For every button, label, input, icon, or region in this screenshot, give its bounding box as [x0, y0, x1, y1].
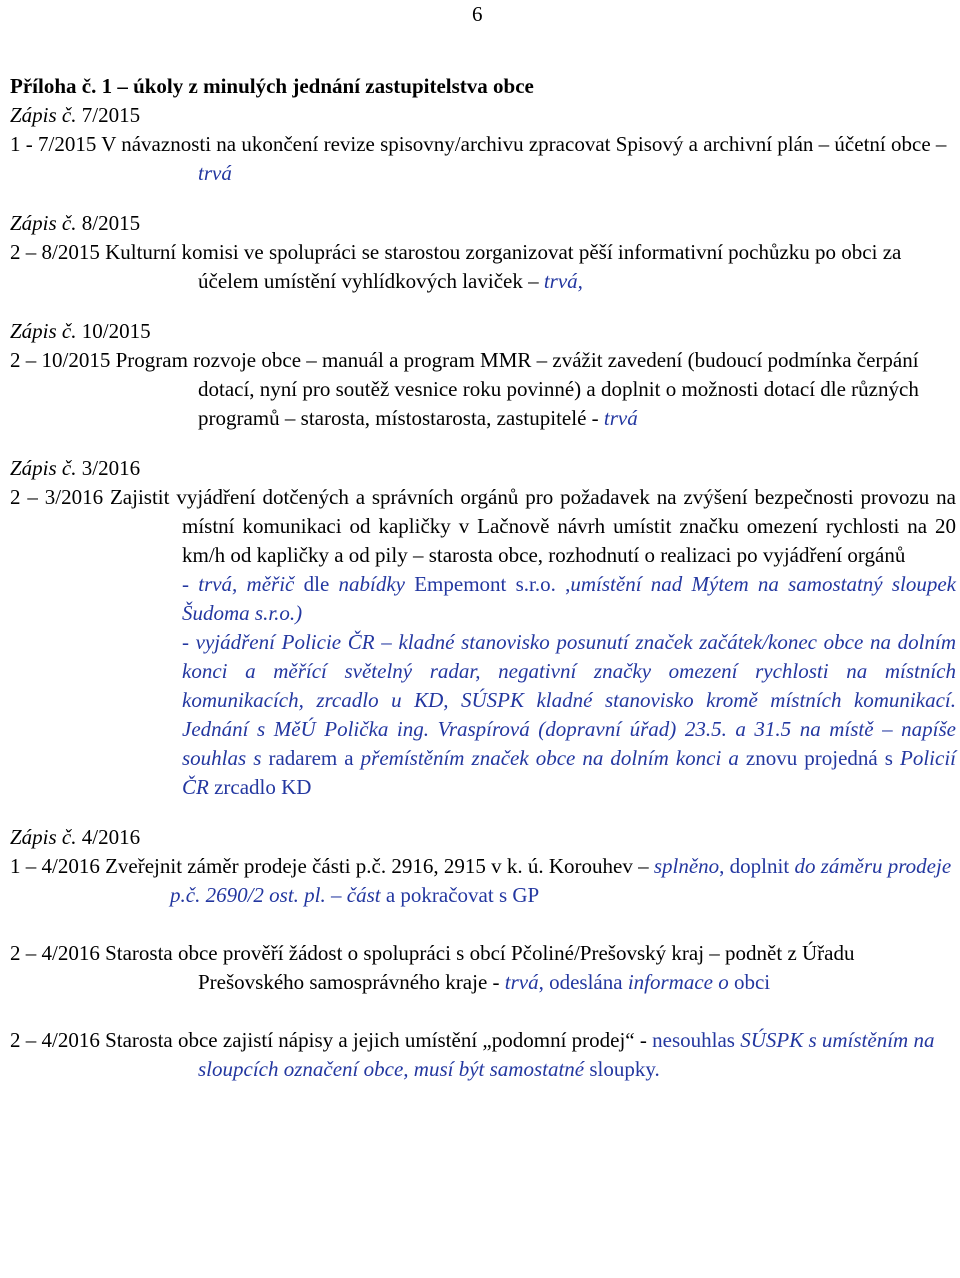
zapis-header: Zápis č. 3/2016	[10, 456, 141, 480]
task-item: 1 – 4/2016 Zveřejnit záměr prodeje části p.č. 2916, 2915 v k. ú. Korouhev – splněno, doplnit do záměru prodeje p.č. 2690/2 ost. pl. – část a pokračovat s GP	[10, 854, 952, 907]
task-note: - vyjádření Policie ČR – kladné stanovisko posunutí značek začátek/konec obce na dolním konci a měřící světelný radar, negativní značky omezení rychlosti na místních komunikacích, zrcadlo u KD, SÚSPK kladné stanovisko kromě místních komunikací. Jednání s MěÚ Polička ing. Vraspírová (dopravní úřad) 23.5. a 31.5 na místě – napíše souhlas s radarem a přemístěním značek obce na dolním konci a znovu projedná s Policií ČR zrcadlo KD	[182, 630, 956, 799]
status-text: trvá,	[543, 269, 583, 293]
status-text: trvá	[198, 161, 232, 185]
zapis-header: Zápis č. 7/2015	[10, 103, 141, 127]
task-item: 2 – 4/2016 Starosta obce zajistí nápisy a jejich umístění „podomní prodej“ - nesouhlas SÚSPK s umístěním na sloupcích označení obce, musí být samostatné sloupky.	[10, 1028, 935, 1081]
task-item: 2 – 4/2016 Starosta obce prověří žádost o spolupráci s obcí Pčoliné/Prešovský kraj – podnět z Úřadu Prešovského samosprávného kraje - trvá, odeslána informace o obci	[10, 941, 855, 994]
task-item: 1 - 7/2015 V návaznosti na ukončení revize spisovny/archivu zpracovat Spisový a archivní plán – účetní obce – trvá	[10, 132, 947, 185]
page-heading: Příloha č. 1 – úkoly z minulých jednání zastupitelstva obce	[10, 74, 534, 98]
zapis-header: Zápis č. 10/2015	[10, 319, 151, 343]
task-item: 2 – 8/2015 Kulturní komisi ve spolupráci se starostou zorganizovat pěší informativní pochůzku po obci za účelem umístění vyhlídkových laviček – trvá,	[10, 240, 902, 293]
page-number: 6	[472, 2, 483, 26]
task-item: 2 – 10/2015 Program rozvoje obce – manuál a program MMR – zvážit zavedení (budoucí podmínka čerpání dotací, nyní pro soutěž vesnice roku povinné) a doplnit o možnosti dotací dle různých programů – starosta, místostarosta, zastupitelé - trvá	[10, 348, 919, 430]
zapis-header: Zápis č. 8/2015	[10, 211, 141, 235]
task-item: 2 – 3/2016 Zajistit vyjádření dotčených a správních orgánů pro požadavek na zvýšení bezpečnosti provozu na místní komunikaci od kapličky v Lačnově návrh umístit značku omezení rychlosti na 20 km/h od kapličky a od pily – starosta obce, rozhodnutí o realizaci po vyjádření orgánů	[10, 485, 956, 567]
document-body	[10, 72, 956, 1084]
zapis-header: Zápis č. 4/2016	[10, 825, 141, 849]
task-note: - trvá, měřič dle nabídky Empemont s.r.o. ,umístění nad Mýtem na samostatný sloupek Šudoma s.r.o.)	[182, 572, 957, 625]
status-text: trvá	[603, 406, 638, 430]
